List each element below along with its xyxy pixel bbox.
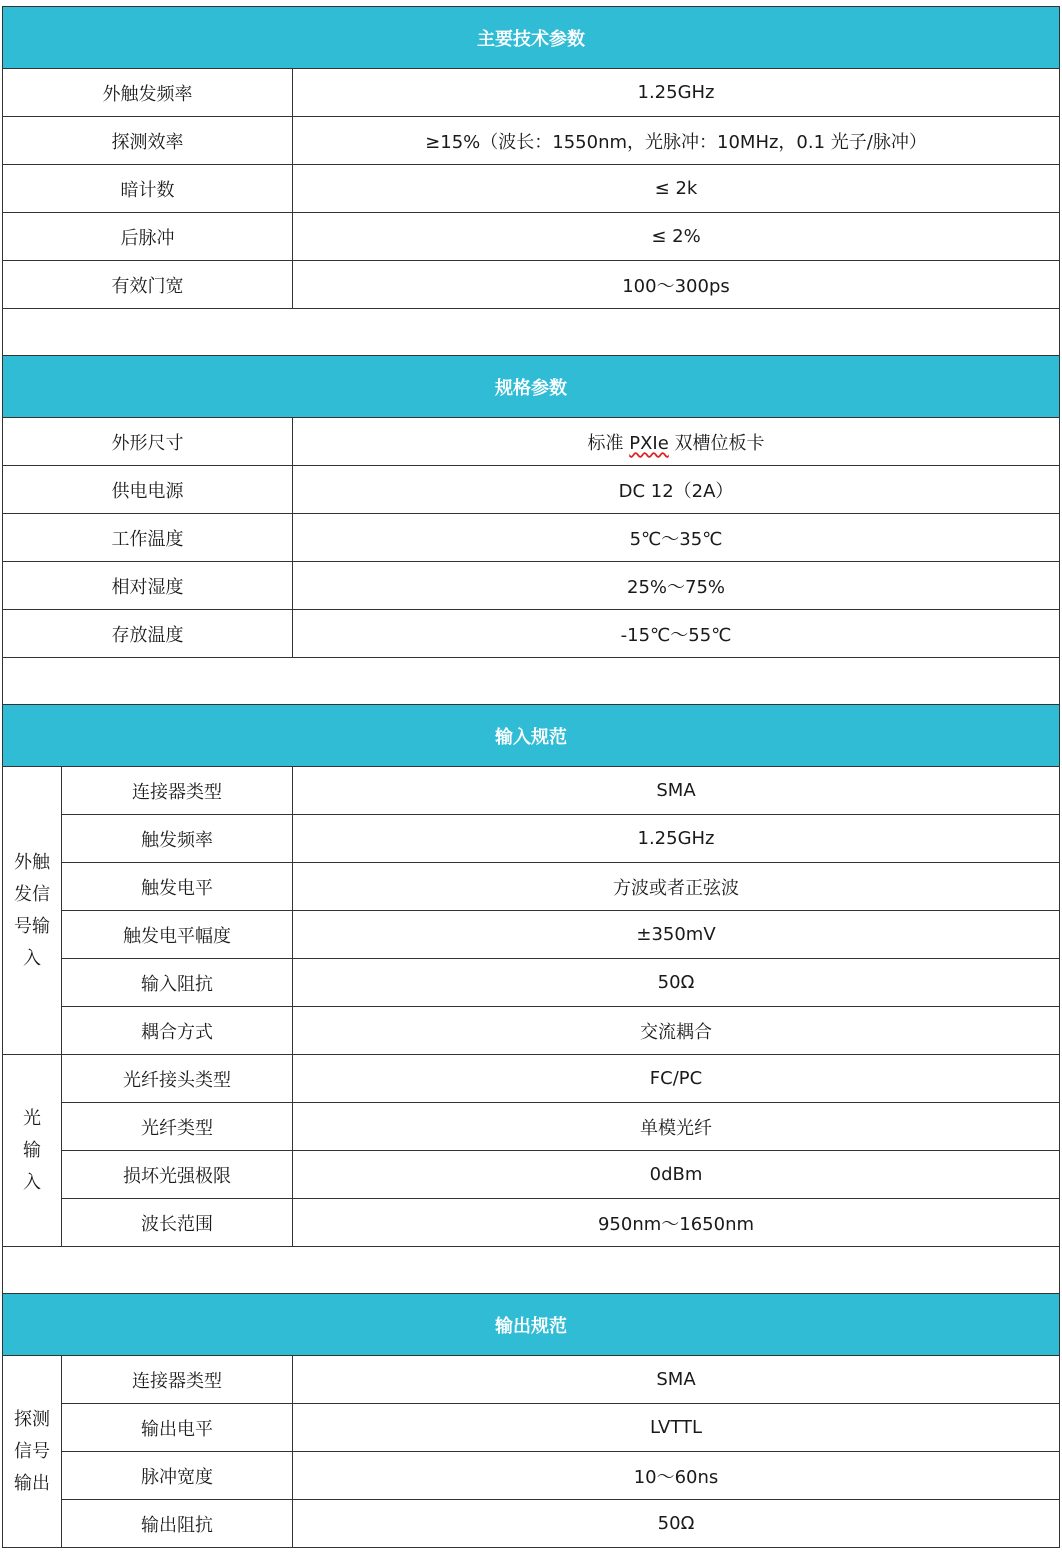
group-label-optical-input: 光 输 入	[3, 1055, 62, 1247]
param-label: 暗计数	[3, 165, 293, 213]
table-row	[3, 911, 1060, 959]
table-row	[3, 863, 1060, 911]
param-value: 0dBm	[293, 1151, 1060, 1199]
param-value: 单模光纤	[293, 1103, 1060, 1151]
table-row	[3, 610, 1060, 658]
section-title: 主要技术参数	[3, 7, 1060, 69]
param-label: 触发频率	[62, 815, 293, 863]
param-value: ≥15%（波长：1550nm，光脉冲：10MHz，0.1 光子/脉冲）	[293, 117, 1060, 165]
param-value	[293, 418, 1060, 466]
param-value: 5℃～35℃	[293, 514, 1060, 562]
table-row	[3, 466, 1060, 514]
table-row	[3, 213, 1060, 261]
param-label: 损坏光强极限	[62, 1151, 293, 1199]
group-label-detection-output: 探测 信号 输出	[3, 1356, 62, 1548]
table-row	[3, 1007, 1060, 1055]
param-value: 25%～75%	[293, 562, 1060, 610]
param-label: 输出电平	[62, 1404, 293, 1452]
param-label: 外触发频率	[3, 69, 293, 117]
param-value: SMA	[293, 1356, 1060, 1404]
param-label: 光纤类型	[62, 1103, 293, 1151]
param-label: 脉冲宽度	[62, 1452, 293, 1500]
param-label: 触发电平	[62, 863, 293, 911]
param-value: 950nm～1650nm	[293, 1199, 1060, 1247]
param-label: 存放温度	[3, 610, 293, 658]
table-row	[3, 418, 1060, 466]
table-row	[3, 1055, 1060, 1103]
param-value: 方波或者正弦波	[293, 863, 1060, 911]
param-value: DC 12（2A）	[293, 466, 1060, 514]
spec-table	[2, 6, 1060, 1548]
param-value: 100～300ps	[293, 261, 1060, 309]
param-value: LVTTL	[293, 1404, 1060, 1452]
table-row	[3, 1151, 1060, 1199]
section-title: 输入规范	[3, 705, 1060, 767]
table-row	[3, 1356, 1060, 1404]
param-value: SMA	[293, 767, 1060, 815]
table-row	[3, 1103, 1060, 1151]
table-row	[3, 767, 1060, 815]
value-suffix: 双槽位板卡	[668, 432, 765, 454]
table-row	[3, 514, 1060, 562]
param-label: 后脉冲	[3, 213, 293, 261]
group-label-trigger-input: 外触 发信 号输 入	[3, 767, 62, 1055]
param-label: 外形尺寸	[3, 418, 293, 466]
section-header-tech	[3, 7, 1060, 69]
table-row	[3, 117, 1060, 165]
section-title: 输出规范	[3, 1294, 1060, 1356]
param-label: 工作温度	[3, 514, 293, 562]
table-row	[3, 1500, 1060, 1548]
table-row	[3, 959, 1060, 1007]
param-value: ±350mV	[293, 911, 1060, 959]
table-row	[3, 1452, 1060, 1500]
param-label: 连接器类型	[62, 767, 293, 815]
section-header-spec	[3, 356, 1060, 418]
param-label: 输入阻抗	[62, 959, 293, 1007]
table-row	[3, 815, 1060, 863]
param-value: -15℃～55℃	[293, 610, 1060, 658]
spellcheck-term: PXIe	[629, 432, 669, 454]
table-row	[3, 165, 1060, 213]
param-label: 触发电平幅度	[62, 911, 293, 959]
table-row	[3, 1404, 1060, 1452]
param-label: 连接器类型	[62, 1356, 293, 1404]
table-row	[3, 69, 1060, 117]
table-row	[3, 1199, 1060, 1247]
param-label: 供电电源	[3, 466, 293, 514]
param-value: ≤ 2k	[293, 165, 1060, 213]
table-row	[3, 261, 1060, 309]
param-label: 波长范围	[62, 1199, 293, 1247]
section-header-input	[3, 705, 1060, 767]
param-label: 相对湿度	[3, 562, 293, 610]
param-label: 输出阻抗	[62, 1500, 293, 1548]
param-value: 50Ω	[293, 959, 1060, 1007]
param-value: 1.25GHz	[293, 815, 1060, 863]
spacer-row	[3, 1247, 1060, 1294]
param-label: 耦合方式	[62, 1007, 293, 1055]
param-value: ≤ 2%	[293, 213, 1060, 261]
table-row	[3, 562, 1060, 610]
param-value: 10～60ns	[293, 1452, 1060, 1500]
spacer-row	[3, 309, 1060, 356]
value-prefix: 标准	[587, 432, 630, 454]
param-label: 探测效率	[3, 117, 293, 165]
param-value: FC/PC	[293, 1055, 1060, 1103]
param-value: 50Ω	[293, 1500, 1060, 1548]
section-title: 规格参数	[3, 356, 1060, 418]
section-header-output	[3, 1294, 1060, 1356]
param-value: 1.25GHz	[293, 69, 1060, 117]
param-value: 交流耦合	[293, 1007, 1060, 1055]
param-label: 有效门宽	[3, 261, 293, 309]
param-label: 光纤接头类型	[62, 1055, 293, 1103]
spacer-row	[3, 658, 1060, 705]
